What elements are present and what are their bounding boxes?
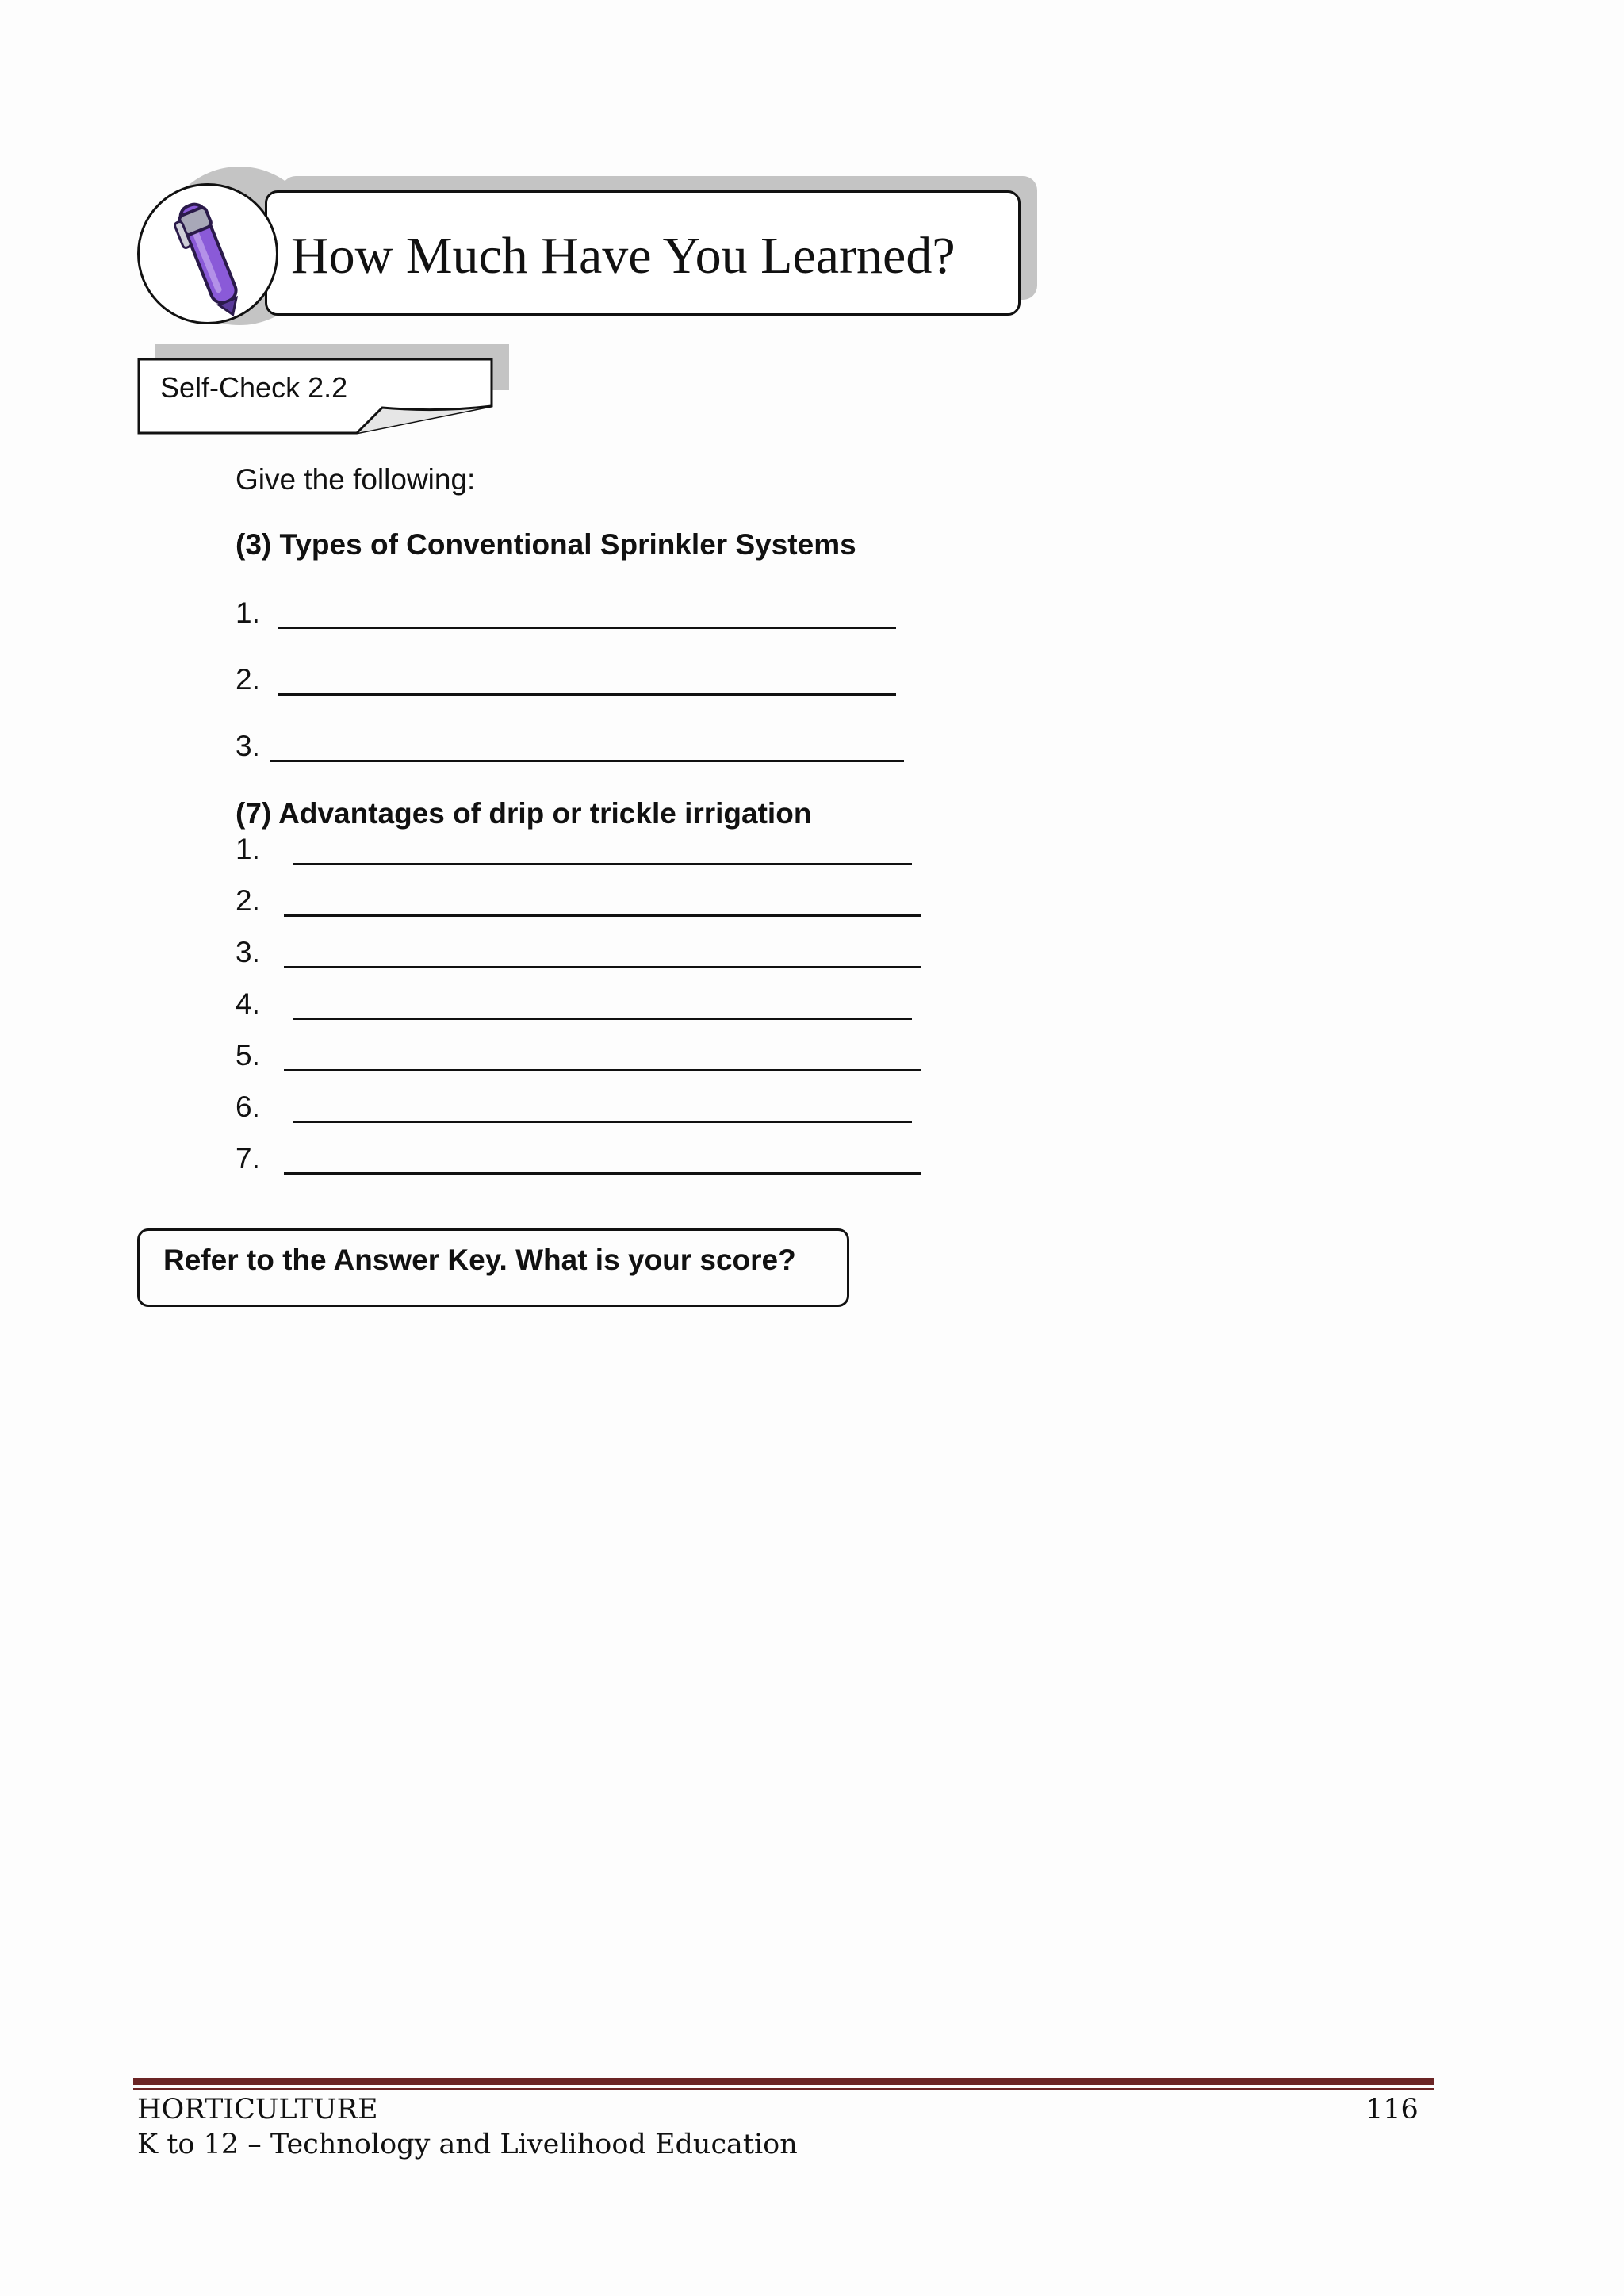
list-item-number: 6. — [236, 1091, 260, 1123]
answer-blank[interactable] — [284, 914, 921, 917]
list-item-number: 5. — [236, 1039, 260, 1071]
page-number: 116 — [1365, 2094, 1419, 2125]
footer-rule — [133, 2078, 1434, 2085]
section-heading-drip-irrigation: (7) Advantages of drip or trickle irrigation — [236, 797, 812, 830]
instructions: Give the following: — [236, 463, 476, 496]
answer-blank[interactable] — [293, 1018, 912, 1020]
page-title: How Much Have You Learned? — [291, 227, 956, 285]
list-item-number: 2. — [236, 663, 260, 696]
list-item-number: 7. — [236, 1142, 260, 1175]
answer-blank[interactable] — [284, 1069, 921, 1071]
list-item-number: 4. — [236, 987, 260, 1020]
score-prompt-box — [137, 1228, 849, 1307]
score-prompt: Refer to the Answer Key. What is your score? — [163, 1244, 796, 1276]
answer-blank[interactable] — [284, 1172, 921, 1175]
list-item-number: 1. — [236, 596, 260, 629]
answer-blank[interactable] — [278, 627, 896, 629]
title-banner — [265, 190, 1021, 316]
list-item-number: 3. — [236, 730, 260, 762]
footer-subject: HORTICULTURE — [137, 2094, 378, 2125]
answer-blank[interactable] — [278, 693, 896, 696]
footer-program: K to 12 – Technology and Livelihood Education — [137, 2129, 798, 2160]
list-item-number: 2. — [236, 884, 260, 917]
answer-blank[interactable] — [284, 966, 921, 968]
footer-rule-thin — [133, 2088, 1434, 2090]
answer-blank[interactable] — [293, 1121, 912, 1123]
answer-blank[interactable] — [270, 760, 904, 762]
list-item-number: 3. — [236, 936, 260, 968]
pen-badge — [137, 183, 278, 324]
answer-blank[interactable] — [293, 863, 912, 865]
self-check-label: Self-Check 2.2 — [160, 371, 348, 404]
list-item-number: 1. — [236, 833, 260, 865]
section-heading-sprinkler: (3) Types of Conventional Sprinkler Systems — [236, 528, 856, 561]
pen-icon — [140, 186, 281, 327]
